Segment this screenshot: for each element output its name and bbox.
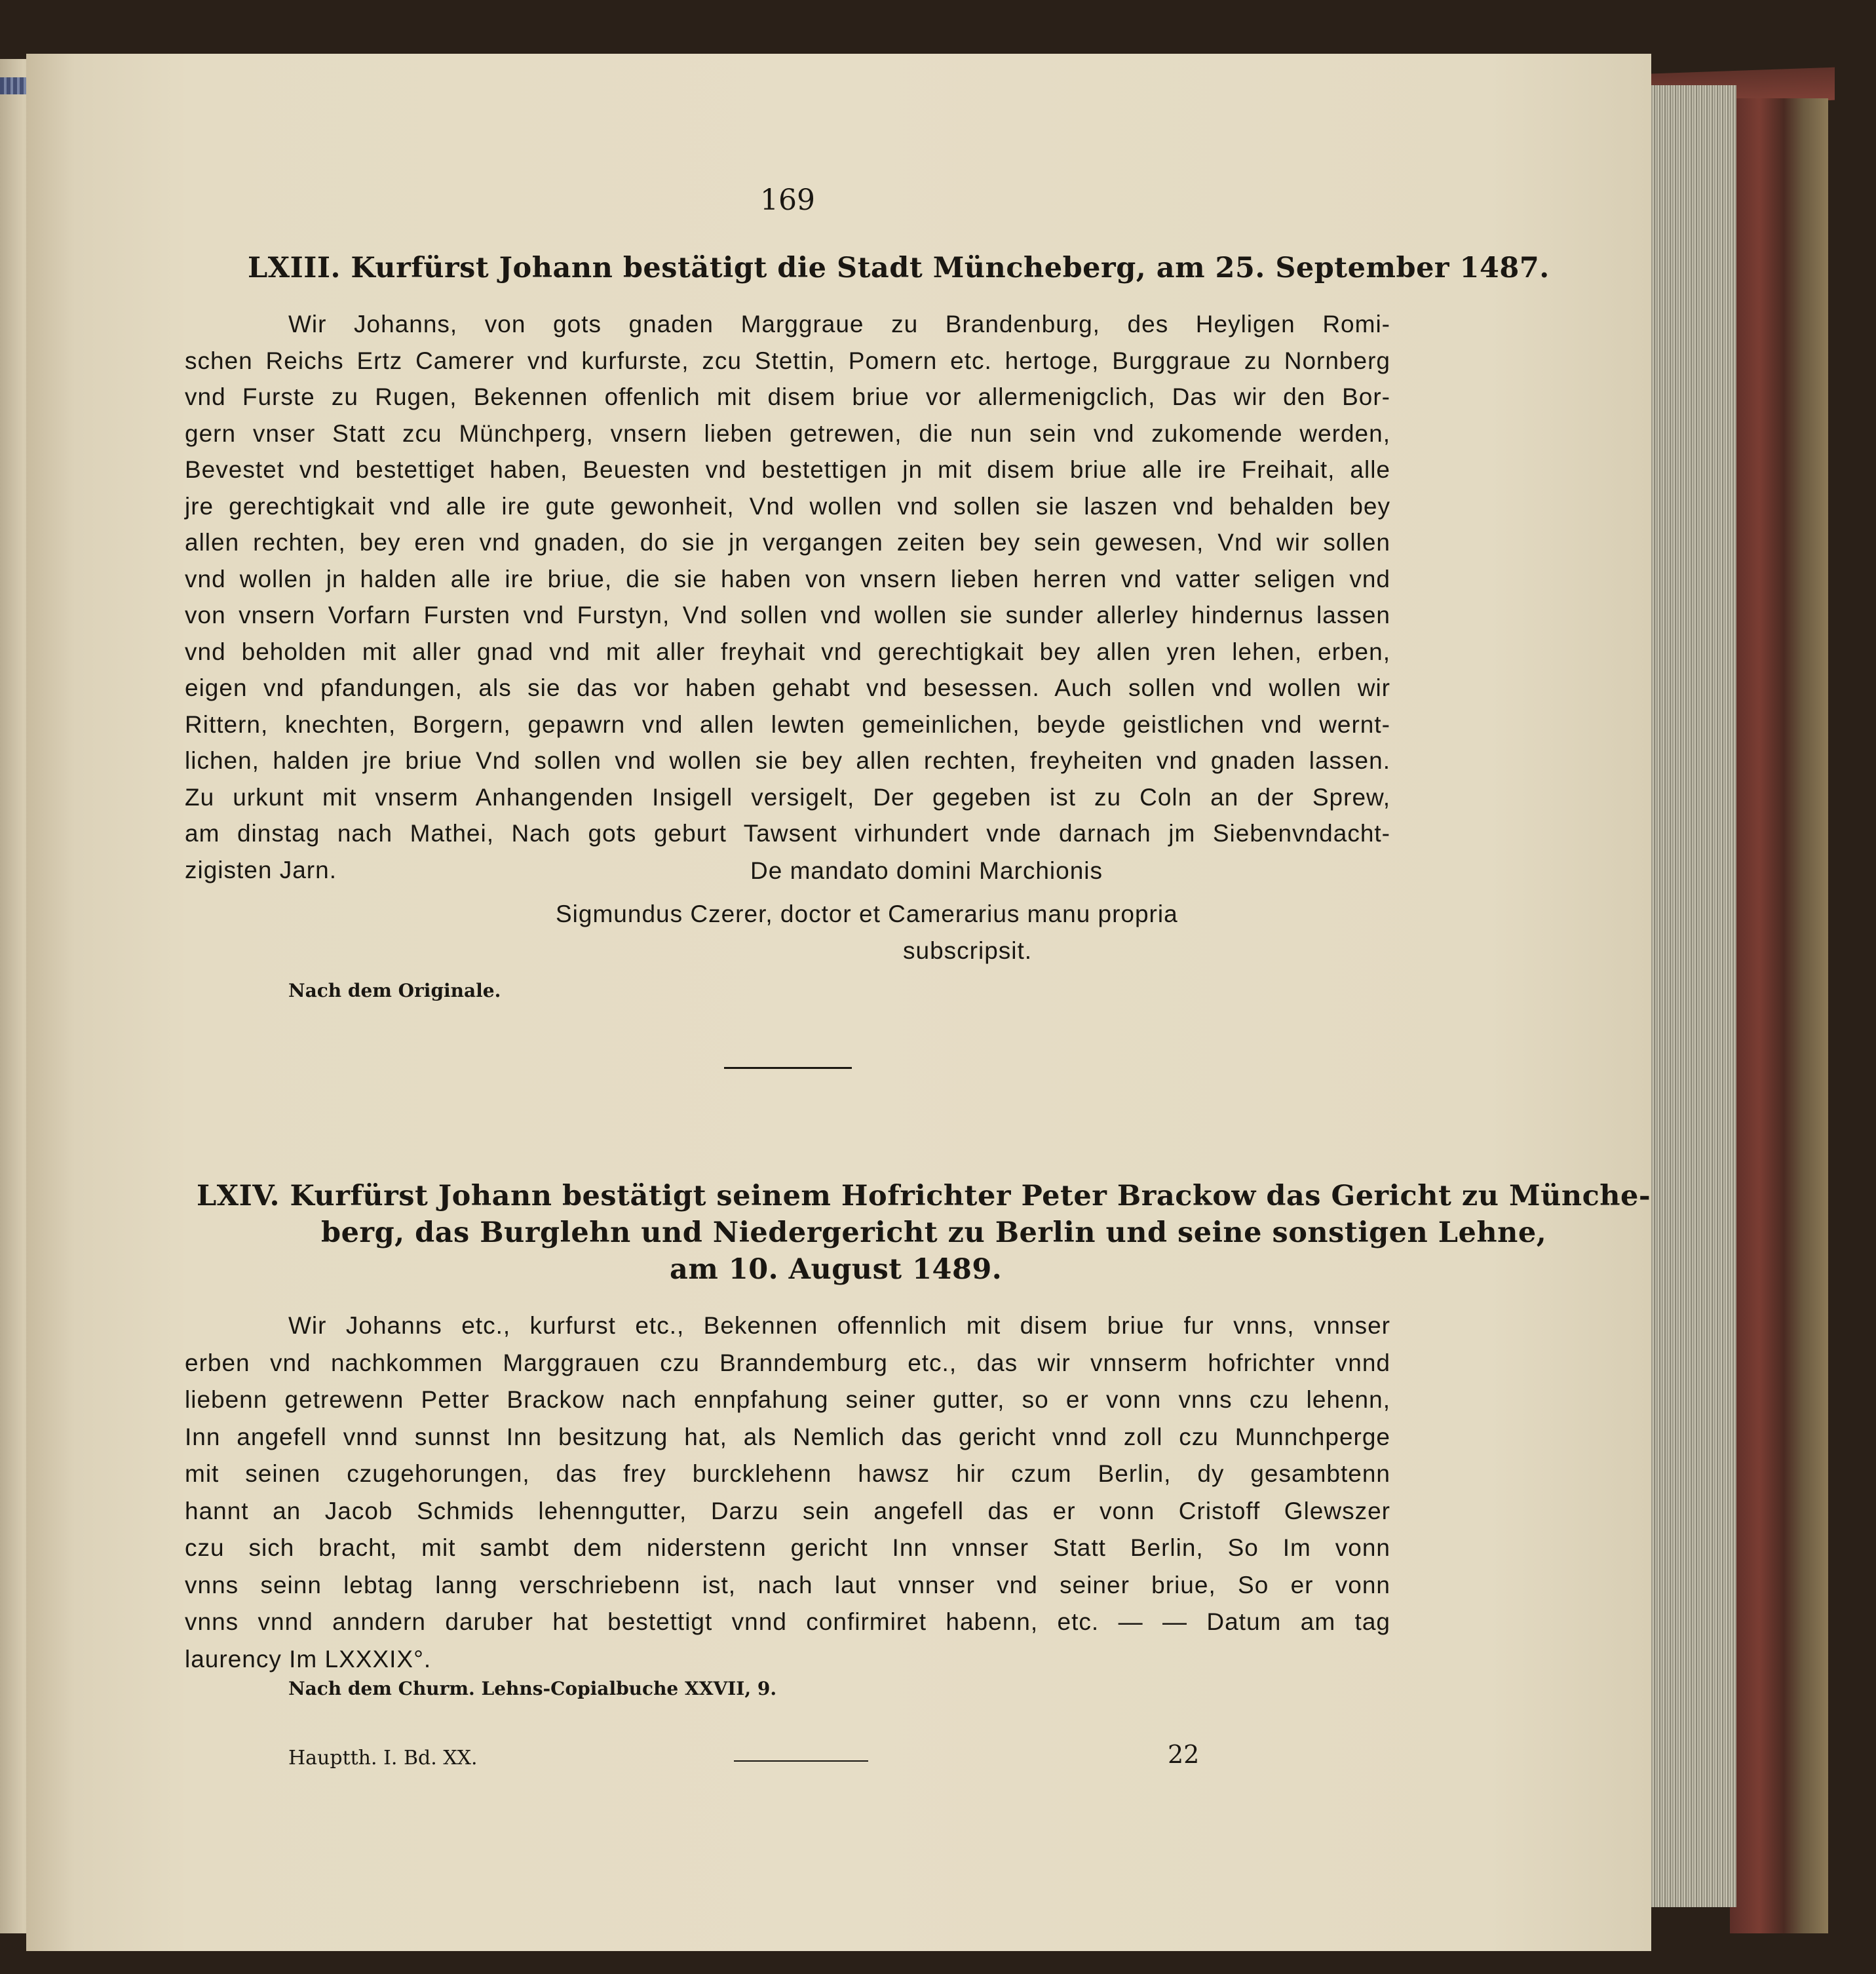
- section-heading-lxiv-line1: LXIV. Kurfürst Johann bestätigt seinem Hofrichter Peter Brackow das Gericht zu Münche-: [197, 1180, 1651, 1212]
- signature-line-1: De mandato domini Marchionis: [750, 857, 1103, 884]
- page-number: 169: [760, 184, 815, 217]
- text-line: lichen, halden jre briue Vnd sollen vnd wollen sie bey allen rechten, freyheiten vnd gnaden lassen.: [185, 747, 1390, 774]
- text-line: vnd wollen jn halden alle ire briue, die sie haben von vnsern lieben herren vnd vatter seligen vnd: [185, 565, 1390, 592]
- text-line: Inn angefell vnnd sunnst Inn besitzung hat, als Nemlich das gericht vnnd zoll czu Munnchperge: [185, 1423, 1390, 1450]
- section-heading-lxiii: LXIII. Kurfürst Johann bestätigt die Stadt Müncheberg, am 25. September 1487.: [248, 252, 1550, 284]
- text-line: gern vnser Statt zcu Münchperg, vnsern lieben getrewen, die nun sein vnd zukomende werden,: [185, 419, 1390, 447]
- text-line: czu sich bracht, mit sambt dem niderstenn gericht Inn vnnser Statt Berlin, So Im vonn: [185, 1534, 1390, 1561]
- section-divider: [724, 1067, 852, 1069]
- text-line: Wir Johanns, von gots gnaden Marggraue zu Brandenburg, des Heyligen Romi-: [288, 311, 1390, 338]
- text-line: Rittern, knechten, Borgern, gepawrn vnd allen lewten gemeinlichen, beyde geistlichen vnd wernt-: [185, 710, 1390, 738]
- text-line: Wir Johanns etc., kurfurst etc., Bekennen offennlich mit disem briue fur vnns, vnnser: [288, 1312, 1390, 1339]
- source-note-lxiv: Nach dem Churm. Lehns-Copialbuche XXVII, 9.: [288, 1678, 777, 1699]
- text-line: zigisten Jarn.: [185, 856, 337, 883]
- signature-line-3: subscripsit.: [903, 937, 1033, 964]
- signature-line-2: Sigmundus Czerer, doctor et Camerarius manu propria: [556, 900, 1178, 927]
- footer-volume: Hauptth. I. Bd. XX.: [288, 1747, 478, 1770]
- section-heading-lxiv-line3: am 10. August 1489.: [670, 1253, 1003, 1286]
- text-line: eigen vnd pfandungen, als sie das vor haben gehabt vnd besessen. Auch sollen vnd wollen wir: [185, 674, 1390, 701]
- text-line: allen rechten, bey eren vnd gnaden, do sie jn vergangen zeiten bey sein gewesen, Vnd wir sollen: [185, 529, 1390, 556]
- text-line: vnns vnnd anndern daruber hat bestettigt vnnd confirmiret habenn, etc. — — Datum am tag: [185, 1608, 1390, 1635]
- text-line: jre gerechtigkait vnd alle ire gute gewonheit, Vnd wollen vnd sollen sie laszen vnd behalden bey: [185, 492, 1390, 520]
- text-line: Zu urkunt mit vnserm Anhangenden Insigell versigelt, Der gegeben ist zu Coln an der Sprew,: [185, 783, 1390, 811]
- text-line: vnd beholden mit aller gnad vnd mit aller freyhait vnd gerechtigkait bey allen yren lehen, erben,: [185, 638, 1390, 665]
- text-line: Bevestet vnd bestettiget haben, Beuesten vnd bestettigen jn mit disem briue alle ire Freihait, alle: [185, 456, 1390, 483]
- footer-rule: [734, 1760, 868, 1762]
- text-line: laurency Im LXXXIX°.: [185, 1645, 432, 1673]
- text-line: am dinstag nach Mathei, Nach gots geburt Tawsent virhundert vnde darnach jm Siebenvndacht-: [185, 820, 1390, 847]
- text-line: schen Reichs Ertz Camerer vnd kurfurste, zcu Stettin, Pomern etc. hertoge, Burggraue zu Nornberg: [185, 347, 1390, 374]
- text-line: hannt an Jacob Schmids lehenngutter, Darzu sein angefell das er vonn Cristoff Glewszer: [185, 1497, 1390, 1524]
- text-line: mit seinen czugehorungen, das frey burcklehenn hawsz hir czum Berlin, dy gesambtenn: [185, 1460, 1390, 1487]
- text-line: liebenn getrewenn Petter Brackow nach ennpfahung seiner gutter, so er vonn vnns czu lehenn,: [185, 1386, 1390, 1413]
- footer-signature-number: 22: [1168, 1740, 1200, 1769]
- source-note-lxiii: Nach dem Originale.: [288, 980, 501, 1001]
- section-heading-lxiv-line2: berg, das Burglehn und Niedergericht zu Berlin und seine sonstigen Lehne,: [321, 1216, 1547, 1249]
- text-line: von vnsern Vorfarn Fursten vnd Furstyn, Vnd sollen vnd wollen sie sunder allerley hindernus lassen: [185, 602, 1390, 629]
- text-line: erben vnd nachkommen Marggrauen czu Branndemburg etc., das wir vnnserm hofrichter vnnd: [185, 1349, 1390, 1376]
- text-line: vnns seinn lebtag lanng verschriebenn ist, nach laut vnnser vnd seiner briue, So er vonn: [185, 1571, 1390, 1598]
- text-line: vnd Furste zu Rugen, Bekennen offenlich mit disem briue vor allermenigclich, Das wir den Bor-: [185, 383, 1390, 410]
